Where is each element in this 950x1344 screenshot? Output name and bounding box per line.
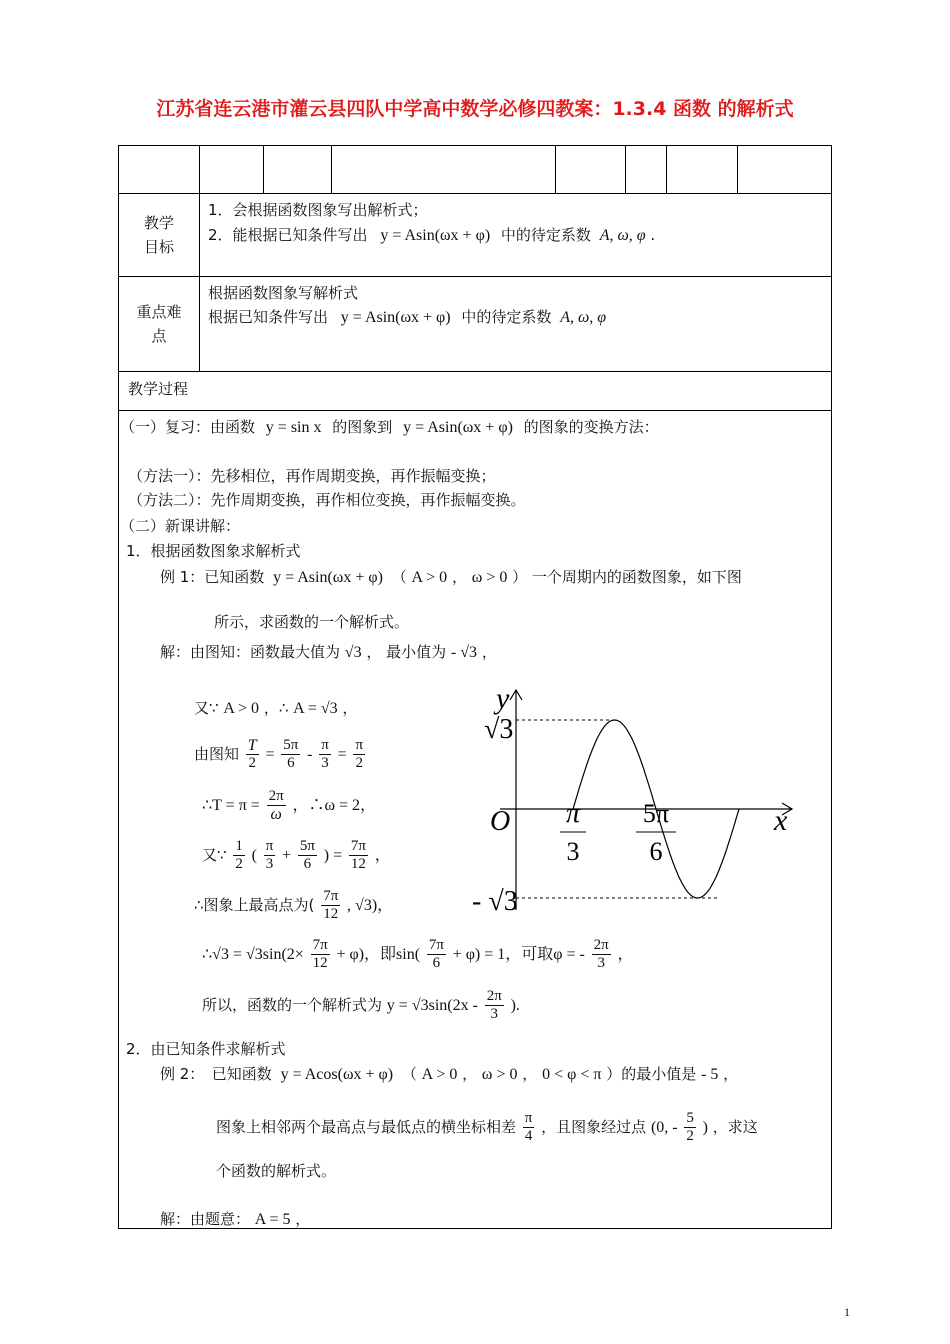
ex2-lparen: （ bbox=[401, 1065, 417, 1083]
frac-2pi-omega bbox=[267, 788, 286, 823]
origin-label: O bbox=[490, 806, 511, 837]
comma-2: ， bbox=[617, 946, 634, 963]
frac-5-den: 2 bbox=[686, 1128, 694, 1144]
review-line bbox=[120, 416, 659, 437]
peak-pre: ∴图象上最高点为( bbox=[194, 896, 315, 914]
frac-2pi3b-den: 3 bbox=[490, 1006, 498, 1022]
ex1-rparen: ） bbox=[512, 568, 528, 586]
frac-7pib-num: 7π bbox=[323, 888, 339, 904]
solution-1-peak bbox=[194, 888, 393, 923]
example-1-line-2: 所示，求函数的一个解析式。 bbox=[214, 613, 410, 631]
ex1-formula: y = Asin(ωx + φ) bbox=[273, 569, 383, 586]
goal-params: A, ω, φ bbox=[599, 227, 646, 244]
solution-1-eqn bbox=[202, 937, 634, 972]
sol1-mid: ， 最小值为 bbox=[366, 643, 447, 661]
frac-1-2 bbox=[233, 838, 245, 873]
max-label: √3 bbox=[484, 714, 514, 745]
frac-t-den: 2 bbox=[248, 755, 256, 771]
key-label-line2: 点 bbox=[151, 327, 167, 345]
review-formula-1: y = sin x bbox=[265, 419, 322, 436]
frac-t-num: T bbox=[247, 737, 257, 754]
frac-5pi6b-num: 5π bbox=[299, 838, 315, 854]
review-mid: 的图象到 bbox=[332, 418, 393, 436]
sine-graph bbox=[470, 680, 810, 920]
eqn-pre: ∴√3 = √3sin(2× bbox=[202, 946, 304, 963]
solution-1-omega bbox=[202, 788, 376, 823]
frac-pi3-num: π bbox=[321, 737, 329, 753]
eqn-mid: + φ)，即sin( bbox=[336, 946, 421, 963]
eq-sign: = bbox=[265, 746, 275, 763]
example-2-line-2 bbox=[216, 1110, 758, 1145]
frac-7pi-12 bbox=[349, 838, 368, 873]
goal-label bbox=[119, 211, 199, 259]
frac-1-num: 1 bbox=[235, 838, 243, 854]
frac-pi3b-num: π bbox=[265, 838, 274, 854]
lparen: ( bbox=[251, 847, 257, 864]
goal-label-line1: 教学 bbox=[143, 214, 174, 232]
frac-7pi-num: 7π bbox=[350, 838, 366, 854]
key-params: A, ω, φ bbox=[560, 309, 607, 326]
final-pre: 所以，函数的一个解析式为 bbox=[202, 996, 383, 1014]
key-line-2-text: 根据已知条件写出 bbox=[208, 308, 329, 326]
sol1-pre: 解：由图知：函数最大值为 bbox=[160, 643, 341, 661]
solution-1-line-1 bbox=[160, 641, 497, 662]
sol1-max: √3 bbox=[344, 644, 362, 661]
frac-12-den: 12 bbox=[350, 856, 366, 872]
ex1-comma: ， bbox=[451, 568, 467, 586]
new-lesson-heading: （二）新课讲解： bbox=[120, 517, 241, 535]
plus-sign: + bbox=[282, 847, 292, 864]
frac-5-2 bbox=[684, 1110, 696, 1145]
ex2-post: ）的最小值是 bbox=[606, 1065, 697, 1083]
ex1-lparen: （ bbox=[391, 568, 407, 586]
section-2-title: 2．由已知条件求解析式 bbox=[126, 1040, 286, 1058]
ex2-point-post: ) bbox=[702, 1119, 708, 1136]
frac-2pi3-num: 2π bbox=[593, 937, 609, 953]
rparen-eq: ) = bbox=[323, 847, 343, 864]
frac-5pi-6 bbox=[281, 737, 300, 772]
frac-2pi3b-num: 2π bbox=[486, 988, 502, 1004]
review-pre: （一）复习：由函数 bbox=[120, 418, 256, 436]
key-label-line1: 重点难 bbox=[136, 303, 182, 321]
eq-sign-2: = bbox=[337, 746, 347, 763]
sol1-you-2: 又∵ bbox=[202, 846, 227, 864]
frac-pi-3 bbox=[319, 737, 331, 772]
key-line-2 bbox=[208, 306, 606, 327]
ex2-comma-3: ， bbox=[723, 1065, 739, 1083]
eqn-mid-2: + φ) = 1，可取φ = - bbox=[452, 946, 585, 963]
frac-12b-den: 12 bbox=[323, 906, 339, 922]
frac-pi-2 bbox=[353, 737, 365, 772]
solution-1-mid bbox=[202, 838, 391, 873]
solution-1-a bbox=[194, 697, 357, 718]
key-line-2-mid: 中的待定系数 bbox=[461, 308, 552, 326]
peak-post: , √3)， bbox=[347, 897, 394, 914]
sol2-a: A = 5 bbox=[254, 1211, 291, 1228]
t-eq-pi: ∴T = π = bbox=[202, 797, 260, 814]
frac-7pi6-num: 7π bbox=[428, 937, 444, 953]
sol1-comma: ， bbox=[342, 699, 358, 717]
frac-pi3-den: 3 bbox=[321, 755, 329, 771]
solution-2 bbox=[160, 1208, 310, 1229]
x-axis-label: x bbox=[774, 804, 788, 837]
ex2-comma-2: ， bbox=[522, 1065, 538, 1083]
frac-7pi-12c bbox=[311, 937, 330, 972]
review-formula-2: y = Asin(ωx + φ) bbox=[403, 419, 513, 436]
key-label bbox=[119, 300, 199, 348]
frac-pi4-num: π bbox=[524, 1110, 533, 1126]
ex2-pre: 例 2： 已知函数 bbox=[160, 1065, 272, 1083]
frac-2pi-3 bbox=[592, 937, 611, 972]
tick1-num: π bbox=[565, 798, 581, 829]
final-formula: y = √3sin(2x - bbox=[386, 997, 478, 1014]
ex1-post: 一个周期内的函数图象，如下图 bbox=[531, 568, 742, 586]
ex2-cond-phi: 0 < φ < π bbox=[542, 1066, 602, 1083]
process-label: 教学过程 bbox=[128, 380, 189, 398]
ex1-pre: 例 1：已知函数 bbox=[160, 568, 265, 586]
sol1-a-pos: A > 0 bbox=[223, 700, 260, 717]
frac-5pi-den: 6 bbox=[287, 755, 295, 771]
frac-t-2 bbox=[246, 737, 259, 772]
ex1-cond-a: A > 0 bbox=[411, 569, 448, 586]
ex2-l2-mid: ，且图象经过点 bbox=[541, 1118, 647, 1136]
solution-1-period bbox=[194, 737, 367, 772]
frac-7pi6-den: 6 bbox=[432, 955, 441, 971]
frac-7pi-12b bbox=[321, 888, 340, 923]
frac-12c-den: 12 bbox=[312, 955, 328, 971]
tick1-den: 3 bbox=[566, 837, 580, 866]
frac-5pi6b-den: 6 bbox=[303, 856, 312, 872]
frac-7pic-num: 7π bbox=[312, 937, 328, 953]
sol2-pre: 解：由题意： bbox=[160, 1210, 251, 1228]
section-1-title: 1．根据函数图象求解析式 bbox=[126, 542, 301, 560]
goal-label-line2: 目标 bbox=[143, 238, 174, 256]
frac-pi2-den: 2 bbox=[355, 755, 363, 771]
goal-item-2-text: 2．能根据已知条件写出 bbox=[208, 226, 368, 244]
method-1: （方法一）：先移相位，再作周期变换，再作振幅变换； bbox=[128, 467, 496, 485]
frac-5pi-6b bbox=[298, 838, 317, 873]
sol1-a-value: A = √3 bbox=[293, 700, 338, 717]
frac-pi-3b bbox=[264, 838, 276, 873]
frac-pi-4: $\frac{\pi}{4}$ bbox=[524, 1110, 533, 1144]
frac-2pi-num: 2π bbox=[268, 788, 284, 804]
ex2-cond-a: A > 0 bbox=[421, 1066, 458, 1083]
key-formula: y = Asin(ωx + φ) bbox=[340, 309, 451, 326]
page-number: 1 bbox=[844, 1305, 850, 1319]
minus-sign: - bbox=[307, 746, 313, 763]
comma: ， bbox=[374, 847, 391, 864]
method-2: （方法二）：先作周期变换，再作相位变换，再作振幅变换。 bbox=[128, 491, 526, 509]
sol1-min: - √3 bbox=[450, 644, 478, 661]
tick2-den: 6 bbox=[649, 837, 663, 866]
ex2-l2-pre: 图象上相邻两个最高点与最低点的横坐标相差 bbox=[216, 1118, 517, 1136]
min-label: - √3 bbox=[472, 886, 518, 917]
sol2-end: ， bbox=[295, 1210, 311, 1228]
sol1-so: ，∴ bbox=[263, 699, 289, 717]
goal-item-2-mid: 中的待定系数 bbox=[500, 226, 591, 244]
example-2 bbox=[160, 1063, 738, 1084]
frac-2pi-3b bbox=[485, 988, 504, 1023]
ex2-comma-1: ， bbox=[462, 1065, 478, 1083]
ex2-l2-end: ，求这 bbox=[712, 1118, 758, 1136]
review-end: 的图象的变换方法： bbox=[523, 418, 659, 436]
sol1-end: ， bbox=[481, 643, 497, 661]
example-1 bbox=[160, 566, 742, 587]
ex2-cond-omega: ω > 0 bbox=[481, 1066, 518, 1083]
frac-2-den: 2 bbox=[235, 856, 243, 872]
goal-item-2 bbox=[208, 224, 655, 245]
frac-omega-den: ω bbox=[270, 806, 282, 823]
sol1-tu: 由图知 bbox=[194, 745, 240, 763]
frac-pi3b-den: 3 bbox=[265, 856, 274, 872]
key-line-1: 根据函数图象写解析式 bbox=[208, 284, 359, 302]
ex2-formula: y = Acos(ωx + φ) bbox=[280, 1066, 394, 1083]
ex1-cond-omega: ω > 0 bbox=[471, 569, 508, 586]
frac-pi2-num: π bbox=[355, 737, 364, 753]
ex2-point-pre: (0, - bbox=[650, 1119, 678, 1136]
omega-result: ，∴ω = 2， bbox=[292, 797, 376, 814]
goal-item-1: 1．会根据函数图象写出解析式； bbox=[208, 201, 428, 219]
solution-1-final bbox=[202, 988, 520, 1023]
frac-7pi-6 bbox=[427, 937, 446, 972]
goal-end: . bbox=[650, 226, 656, 244]
y-axis-label: y bbox=[496, 682, 510, 715]
example-2-line-3: 个函数的解析式。 bbox=[216, 1162, 337, 1180]
final-end: ). bbox=[510, 997, 520, 1014]
frac-2pi3-den: 3 bbox=[597, 955, 605, 971]
frac-5-num: 5 bbox=[686, 1110, 694, 1126]
tick2-num: 5π bbox=[642, 799, 670, 828]
frac-5pi-num: 5π bbox=[283, 737, 299, 753]
ex2-min: - 5 bbox=[701, 1066, 719, 1083]
goal-formula: y = Asin(ωx + φ) bbox=[380, 227, 491, 244]
document-title: 江苏省连云港市灌云县四队中学高中数学必修四教案：1.3.4 函数 的解析式 bbox=[156, 98, 794, 120]
sol1-you: 又∵ bbox=[194, 699, 219, 717]
